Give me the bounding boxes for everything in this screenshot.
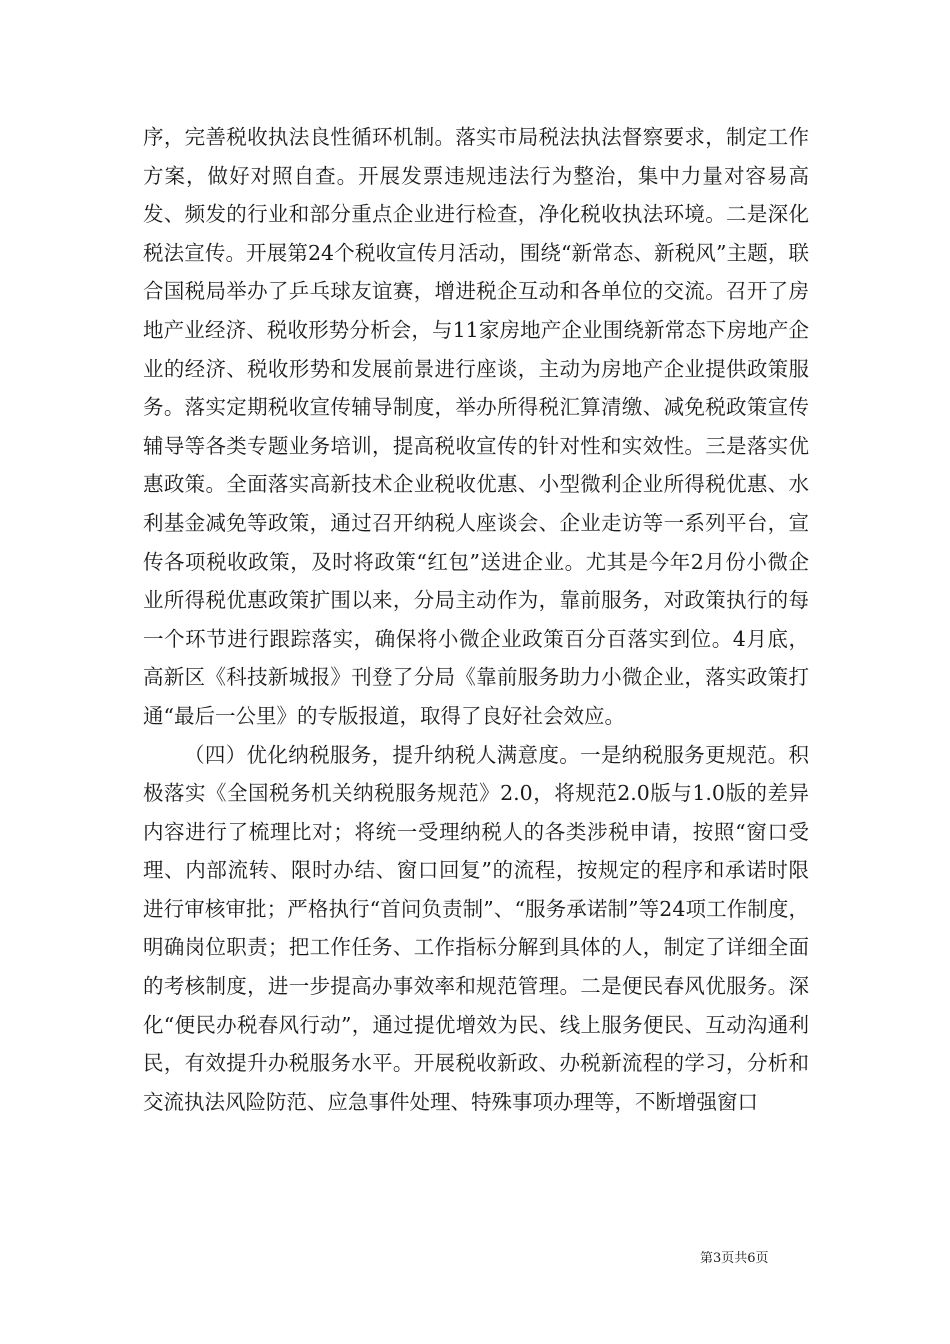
page-number-footer: 第3页共6页	[700, 1251, 769, 1266]
body-text	[143, 118, 809, 1121]
paragraph-2: （四）优化纳税服务，提升纳税人满意度。一是纳税服务更规范。积极落实《全国税务机关纳税服务规范》2.0，将规范2.0版与1.0版的差异内容进行了梳理比对；将统一受理纳税人的各类涉税申请，按照“窗口受理、内部流转、限时办结、窗口回复”的流程，按规定的程序和承诺时限进行审核审批；严格执行“首问负责制”、“服务承诺制”等24项工作制度，明确岗位职责；把工作任务、工作指标分解到具体的人，制定了详细全面的考核制度，进一步提高办事效率和规范管理。二是便民春风优服务。深化“便民办税春风行动”，通过提优增效为民、线上服务便民、互动沟通利民，有效提升办税服务水平。开展税收新政、办税新流程的学习，分析和交流执法风险防范、应急事件处理、特殊事项办理等，不断增强窗口	[143, 742, 809, 1114]
paragraph-1: 序，完善税收执法良性循环机制。落实市局税法执法督察要求，制定工作方案，做好对照自查。开展发票违规违法行为整治，集中力量对容易高发、频发的行业和部分重点企业进行检查，净化税收执法环境。二是深化税法宣传。开展第24个税收宣传月活动，围绕“新常态、新税风”主题，联合国税局举办了乒乓球友谊赛，增进税企互动和各单位的交流。召开了房地产业经济、税收形势分析会，与11家房地产企业围绕新常态下房地产企业的经济、税收形势和发展前景进行座谈，主动为房地产企业提供政策服务。落实定期税收宣传辅导制度，举办所得税汇算清缴、减免税政策宣传辅导等各类专题业务培训，提高税收宣传的针对性和实效性。三是落实优惠政策。全面落实高新技术企业税收优惠、小型微利企业所得税优惠、水利基金减免等政策，通过召开纳税人座谈会、企业走访等一系列平台，宣传各项税收政策，及时将政策“红包”送进企业。尤其是今年2月份小微企业所得税优惠政策扩围以来，分局主动作为，靠前服务，对政策执行的每一个环节进行跟踪落实，确保将小微企业政策百分百落实到位。4月底，高新区《科技新城报》刊登了分局《靠前服务助力小微企业，落实政策打通“最后一公里》的专版报道，取得了良好社会效应。	[143, 125, 809, 728]
